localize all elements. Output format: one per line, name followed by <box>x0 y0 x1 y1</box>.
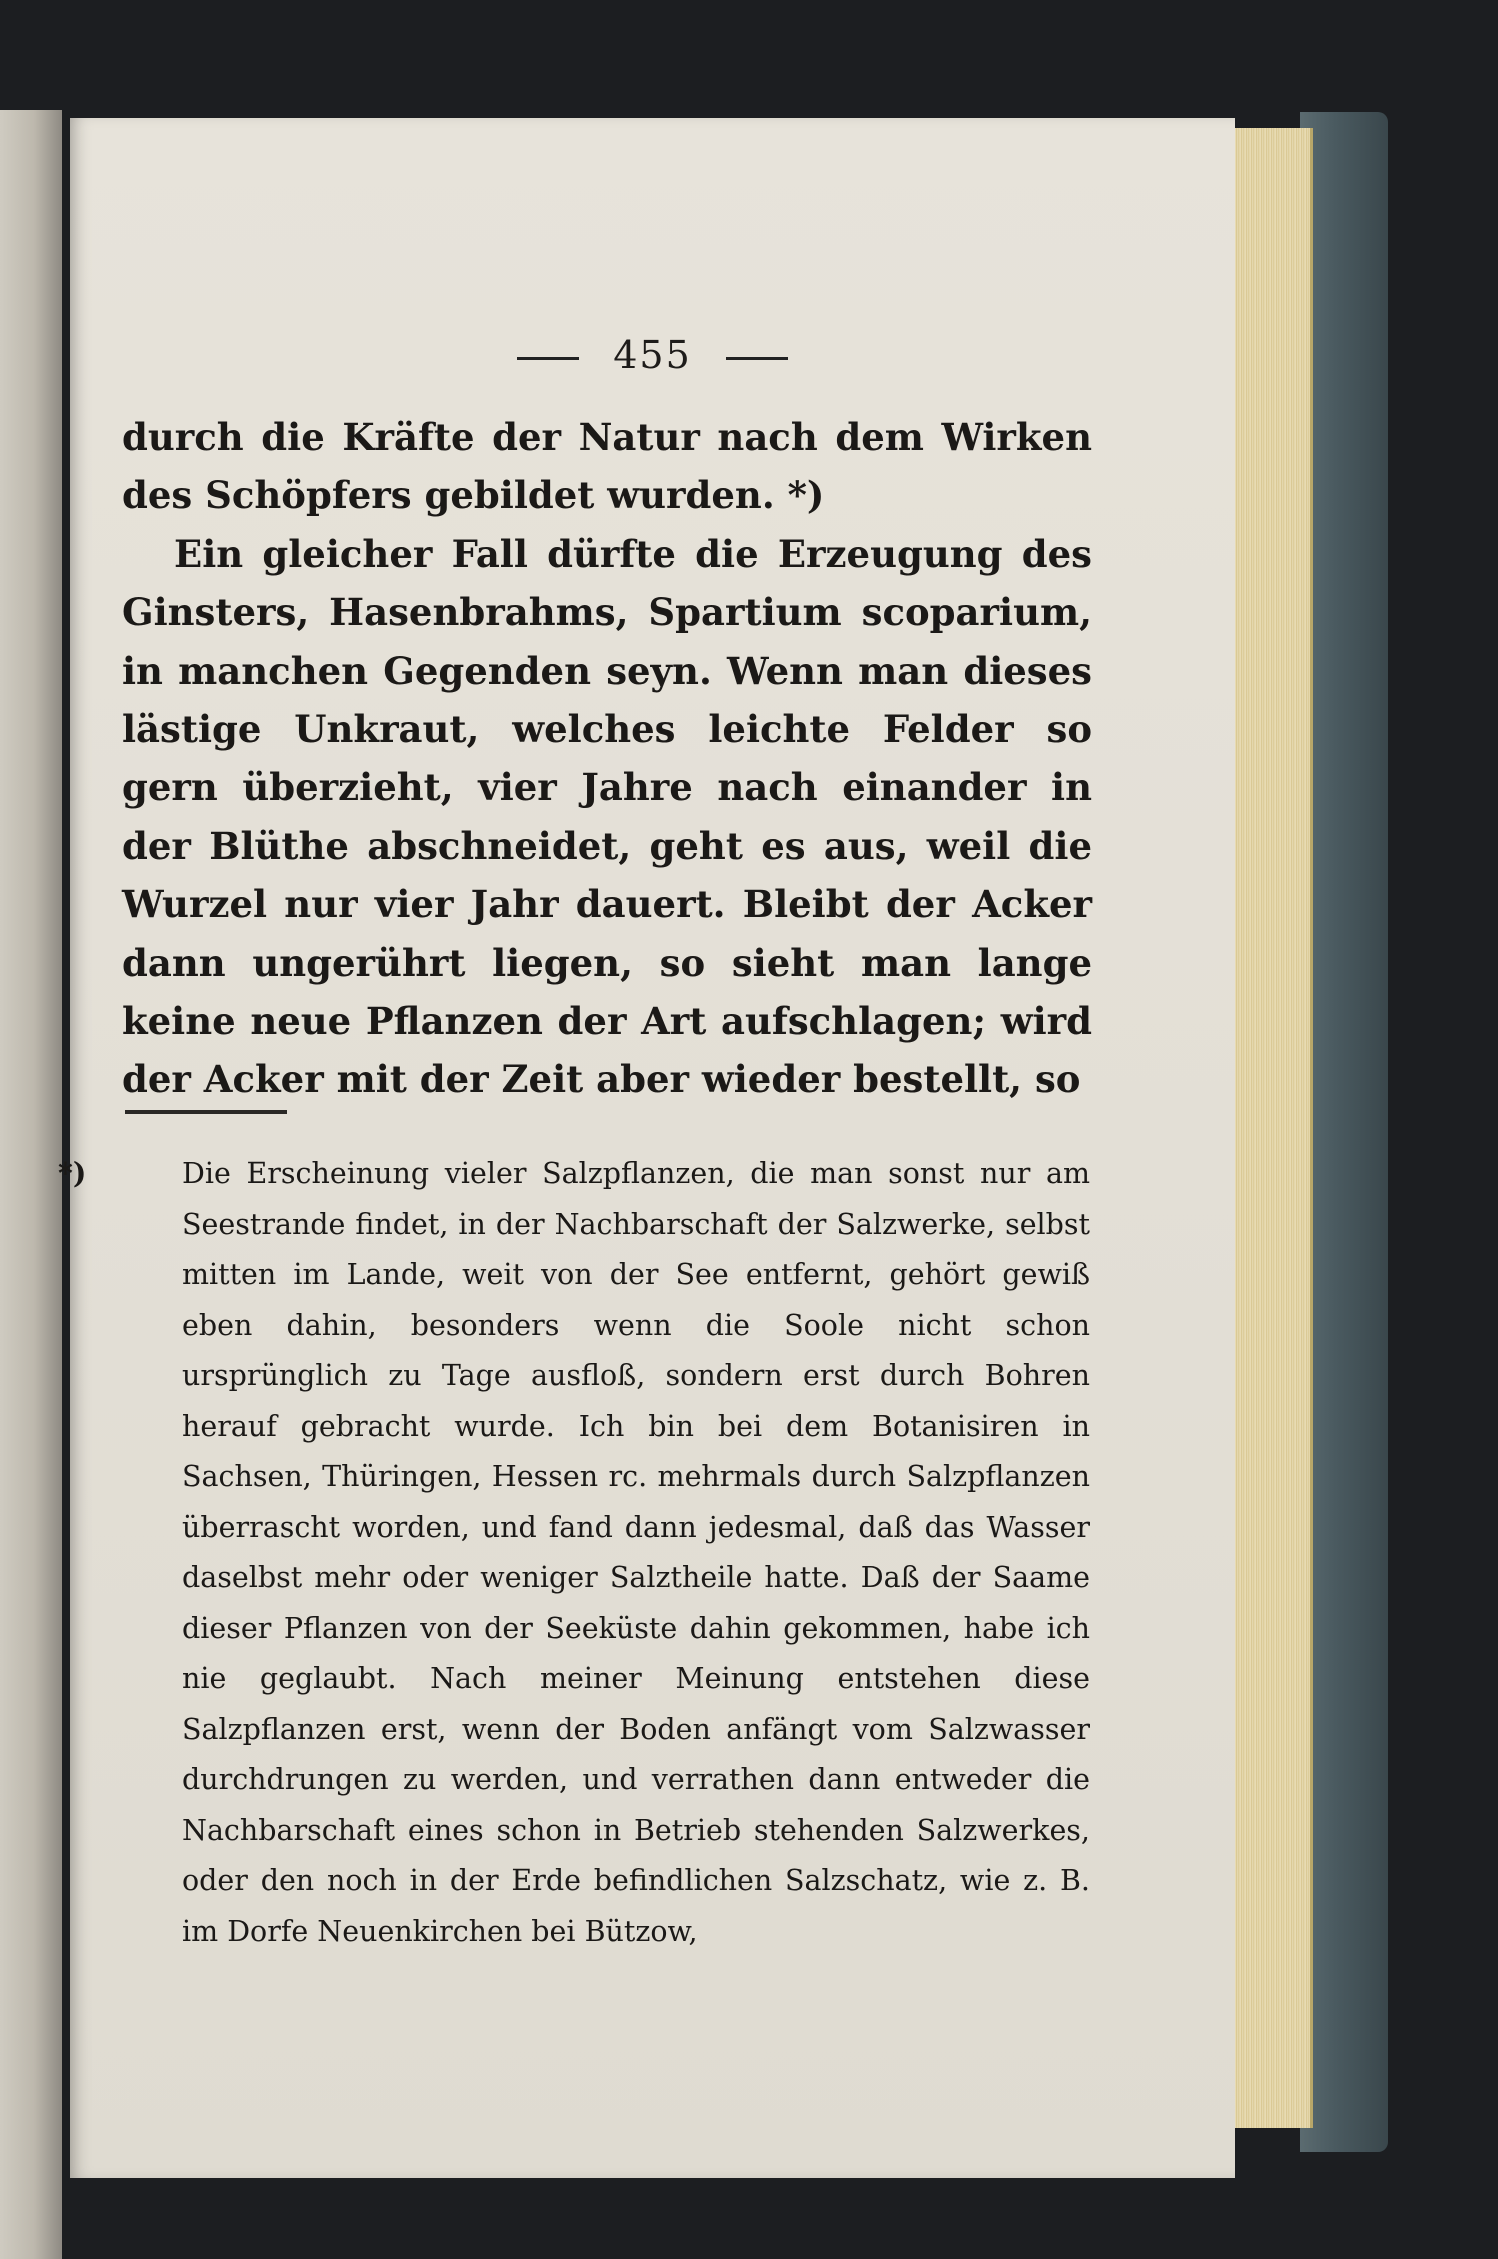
page-header <box>70 333 1235 377</box>
book-page <box>58 118 1235 2178</box>
header-dash-right <box>726 357 788 360</box>
left-page-edge <box>0 110 62 2259</box>
main-text <box>122 408 1092 1109</box>
page-number: 455 <box>613 333 692 377</box>
header-dash-left <box>517 357 579 360</box>
book-cover-edge <box>1300 112 1388 2152</box>
footnote-body <box>58 1148 1090 1957</box>
footnote-text: Die Erscheinung vieler Salzpflanzen, die man sonst nur am Seestrande findet, in der Nachbarschaft der Salzwerke, selbst mitten im Lande, weit von der See entfernt, gehört gewiß eben dahin, besonders wenn die Soole nicht schon ursprünglich zu Tage ausfloß, sondern erst durch Bohren herauf gebracht wurde. Ich bin bei dem Botanisiren in Sachsen, Thüringen, Hessen rc. mehrmals durch Salzpflanzen überrascht worden, und fand dann jedesmal, daß das Wasser daselbst mehr oder weniger Salztheile hatte. Daß der Saame dieser Pflanzen von der Seeküste dahin gekommen, habe ich nie geglaubt. Nach meiner Meinung entstehen diese Salzpflanzen erst, wenn der Boden anfängt vom Salzwasser durchdrungen zu werden, und verrathen dann entweder die Nachbarschaft eines schon in Betrieb stehenden Salzwerkes, oder den noch in der Erde befindlichen Salzschatz, wie z. B. im Dorfe Neuenkirchen bei Bützow, <box>182 1157 1090 1948</box>
footnote-rule <box>125 1110 287 1114</box>
paragraph-1: durch die Kräfte der Natur nach dem Wirken des Schöpfers gebildet wurden. *) <box>122 415 1092 518</box>
paragraph-2: Ein gleicher Fall dürfte die Erzeugung des Ginsters, Hasenbrahms, Spartium scoparium, in manchen Gegenden seyn. Wenn man dieses lästige Unkraut, welches leichte Felder so gern überzieht, vier Jahre nach einander in der Blüthe abschneidet, geht es aus, weil die Wurzel nur vier Jahr dauert. Bleibt der Acker dann ungerührt liegen, so sieht man lange keine neue Pflanzen der Art aufschlagen; wird der Acker mit der Zeit aber wieder bestellt, so <box>122 531 1092 1102</box>
footnote-marker: *) <box>58 1156 87 1190</box>
page-block-edge <box>1232 128 1313 2128</box>
footnote <box>58 1148 1090 1957</box>
